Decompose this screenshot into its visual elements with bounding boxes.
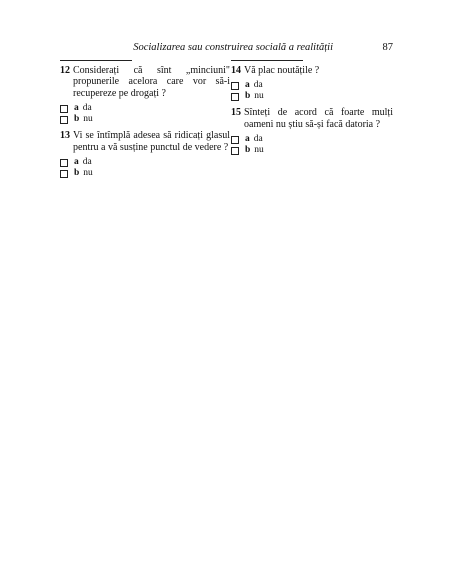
question-number: 13 — [60, 130, 70, 142]
question-text — [60, 130, 230, 153]
option-b[interactable] — [231, 91, 393, 102]
option-letter: a — [74, 103, 79, 114]
question-text — [60, 65, 230, 99]
option-b[interactable] — [231, 145, 393, 156]
option-letter: a — [245, 134, 250, 145]
question-body: Vi se întîmplă adesea să ridicați glasul pentru a vă susține punctul de vedere ? — [73, 130, 230, 153]
option-letter: b — [245, 91, 251, 102]
question-12 — [60, 65, 230, 125]
option-a[interactable] — [231, 134, 393, 145]
option-label: nu — [83, 168, 93, 179]
question-text — [231, 107, 393, 130]
option-a[interactable] — [60, 103, 230, 114]
option-letter: b — [74, 168, 80, 179]
question-number: 12 — [60, 65, 70, 76]
question-14 — [231, 65, 393, 102]
option-label: da — [253, 80, 263, 91]
option-label: nu — [254, 91, 264, 102]
option-letter: b — [245, 145, 251, 156]
running-title: Socializarea sau construirea socială a realității — [133, 42, 333, 53]
left-column — [60, 60, 230, 184]
checkbox[interactable] — [231, 147, 239, 155]
checkbox[interactable] — [231, 136, 239, 144]
question-body: Vă plac noutățile ? — [244, 65, 320, 76]
option-letter: a — [74, 157, 79, 168]
option-label: nu — [83, 114, 93, 125]
option-label: da — [82, 157, 92, 168]
checkbox[interactable] — [60, 105, 68, 113]
right-column — [231, 60, 393, 161]
question-13 — [60, 130, 230, 179]
option-letter: a — [245, 80, 250, 91]
option-b[interactable] — [60, 114, 230, 125]
question-body: Sînteți de acord că foarte mulți oameni nu știu să-și facă datoria ? — [244, 107, 393, 130]
checkbox[interactable] — [60, 159, 68, 167]
checkbox[interactable] — [231, 82, 239, 90]
option-label: da — [253, 134, 263, 145]
checkbox[interactable] — [231, 93, 239, 101]
checkbox[interactable] — [60, 116, 68, 124]
option-a[interactable] — [231, 80, 393, 91]
question-text — [231, 65, 393, 76]
question-15 — [231, 107, 393, 156]
section-rule — [231, 60, 303, 61]
section-rule — [60, 60, 132, 61]
question-body: Considerați că sînt „minciuni" propunerile acelora care vor să-i recupereze pe drogați ? — [73, 65, 230, 99]
question-number: 15 — [231, 107, 241, 119]
page-number: 87 — [382, 42, 393, 53]
question-number: 14 — [231, 65, 241, 76]
checkbox[interactable] — [60, 170, 68, 178]
option-letter: b — [74, 114, 80, 125]
option-label: nu — [254, 145, 264, 156]
option-b[interactable] — [60, 168, 230, 179]
option-label: da — [82, 103, 92, 114]
option-a[interactable] — [60, 157, 230, 168]
